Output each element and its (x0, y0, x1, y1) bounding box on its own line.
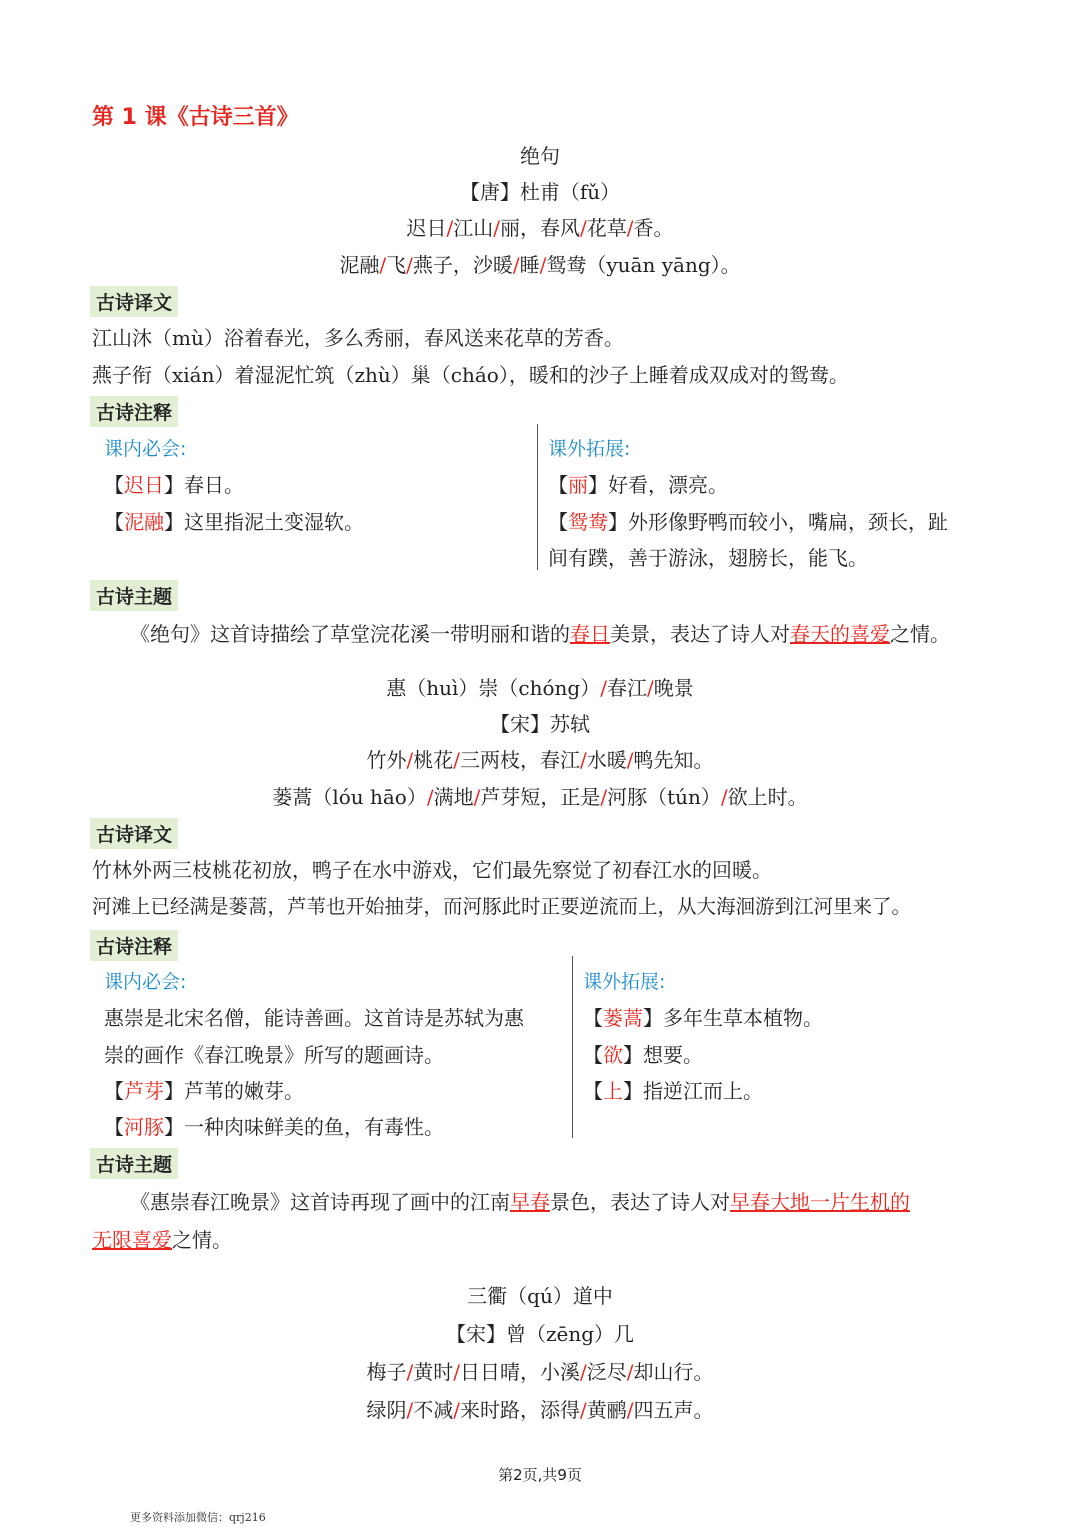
translation-line: 燕子衔（xián）着湿泥忙筑（zhù）巢（cháo），暖和的沙子上睡着成双成对的鸳鸯。 (92, 363, 849, 387)
theme-tag: 古诗主题 (90, 580, 178, 611)
poem3-line-1: 梅子/黄时/日日晴，小溪/泛尽/却山行。 (366, 1360, 714, 1384)
extra-label: 课外拓展: (548, 438, 631, 460)
poem1-line-2: 泥融/飞/燕子，沙暖/睡/鸳鸯（yuān yāng）。 (339, 253, 741, 277)
translation-tag: 古诗译文 (90, 818, 178, 849)
poem2-title: 惠（huì）崇（chóng）/春江/晚景 (386, 676, 694, 700)
note-item: 【丽】好看，漂亮。 (548, 473, 728, 497)
page-number: 第2页,共9页 (498, 1466, 582, 1484)
theme-text: 《绝句》这首诗描绘了草堂浣花溪一带明丽和谐的春日美景，表达了诗人对春天的喜爱之情。 (130, 622, 950, 646)
note-item: 【泥融】这里指泥土变湿软。 (104, 510, 364, 534)
notes-tag: 古诗注释 (90, 930, 178, 961)
poem2-author: 【宋】苏轼 (490, 712, 590, 736)
poem3-title: 三衢（qú）道中 (467, 1284, 613, 1308)
translation-line: 江山沐（mù）浴着春光，多么秀丽，春风送来花草的芳香。 (92, 326, 624, 350)
theme-tag: 古诗主题 (90, 1148, 178, 1179)
translation-line: 河滩上已经满是蒌蒿，芦苇也开始抽芽，而河豚此时正要逆流而上，从大海洄游到江河里来了。 (92, 895, 912, 918)
wechat-note: 更多资料添加微信：qrj216 (130, 1511, 266, 1524)
poem1-author: 【唐】杜甫（fǔ） (459, 180, 621, 204)
notes-tag: 古诗注释 (90, 396, 178, 427)
poem2-line-1: 竹外/桃花/三两枝，春江/水暖/鸭先知。 (366, 748, 714, 772)
poem3-line-2: 绿阴/不减/来时路，添得/黄鹂/四五声。 (366, 1398, 714, 1422)
note-item: 【欲】想要。 (583, 1043, 703, 1067)
poem1-title: 绝句 (520, 144, 560, 168)
note-item: 【蒌蒿】多年生草本植物。 (583, 1006, 823, 1030)
translation-line: 竹林外两三枝桃花初放，鸭子在水中游戏，它们最先察觉了初春江水的回暖。 (92, 858, 772, 882)
translation-tag: 古诗译文 (90, 286, 178, 317)
poem1-line-1: 迟日/江山/丽，春风/花草/香。 (406, 216, 674, 240)
column-divider (537, 424, 538, 570)
note-item: 【河豚】一种肉味鲜美的鱼，有毒性。 (104, 1115, 444, 1139)
in-class-label: 课内必会: (104, 971, 187, 993)
lesson-title: 第 1 课《古诗三首》 (92, 105, 299, 130)
theme-text-continuation: 无限喜爱之情。 (92, 1228, 232, 1252)
extra-label: 课外拓展: (583, 971, 666, 993)
in-class-label: 课内必会: (104, 438, 187, 460)
note-item: 【鸳鸯】外形像野鸭而较小，嘴扁，颈长，趾 (548, 510, 948, 534)
column-divider (572, 956, 573, 1138)
note-item: 【迟日】春日。 (104, 473, 244, 497)
note-item-continuation: 间有蹼，善于游泳，翅膀长，能飞。 (548, 546, 868, 570)
note-item: 【芦芽】芦苇的嫩芽。 (104, 1079, 304, 1103)
poem2-line-2: 蒌蒿（lóu hāo）/满地/芦芽短，正是/河豚（tún）/欲上时。 (272, 785, 808, 809)
note-text: 崇的画作《春江晚景》所写的题画诗。 (104, 1043, 444, 1067)
note-item: 【上】指逆江而上。 (583, 1079, 763, 1103)
note-text: 惠崇是北宋名僧，能诗善画。这首诗是苏轼为惠 (104, 1006, 524, 1030)
poem3-author: 【宋】曾（zēng）几 (445, 1322, 635, 1346)
theme-text: 《惠崇春江晚景》这首诗再现了画中的江南早春景色，表达了诗人对早春大地一片生机的 (130, 1190, 910, 1214)
